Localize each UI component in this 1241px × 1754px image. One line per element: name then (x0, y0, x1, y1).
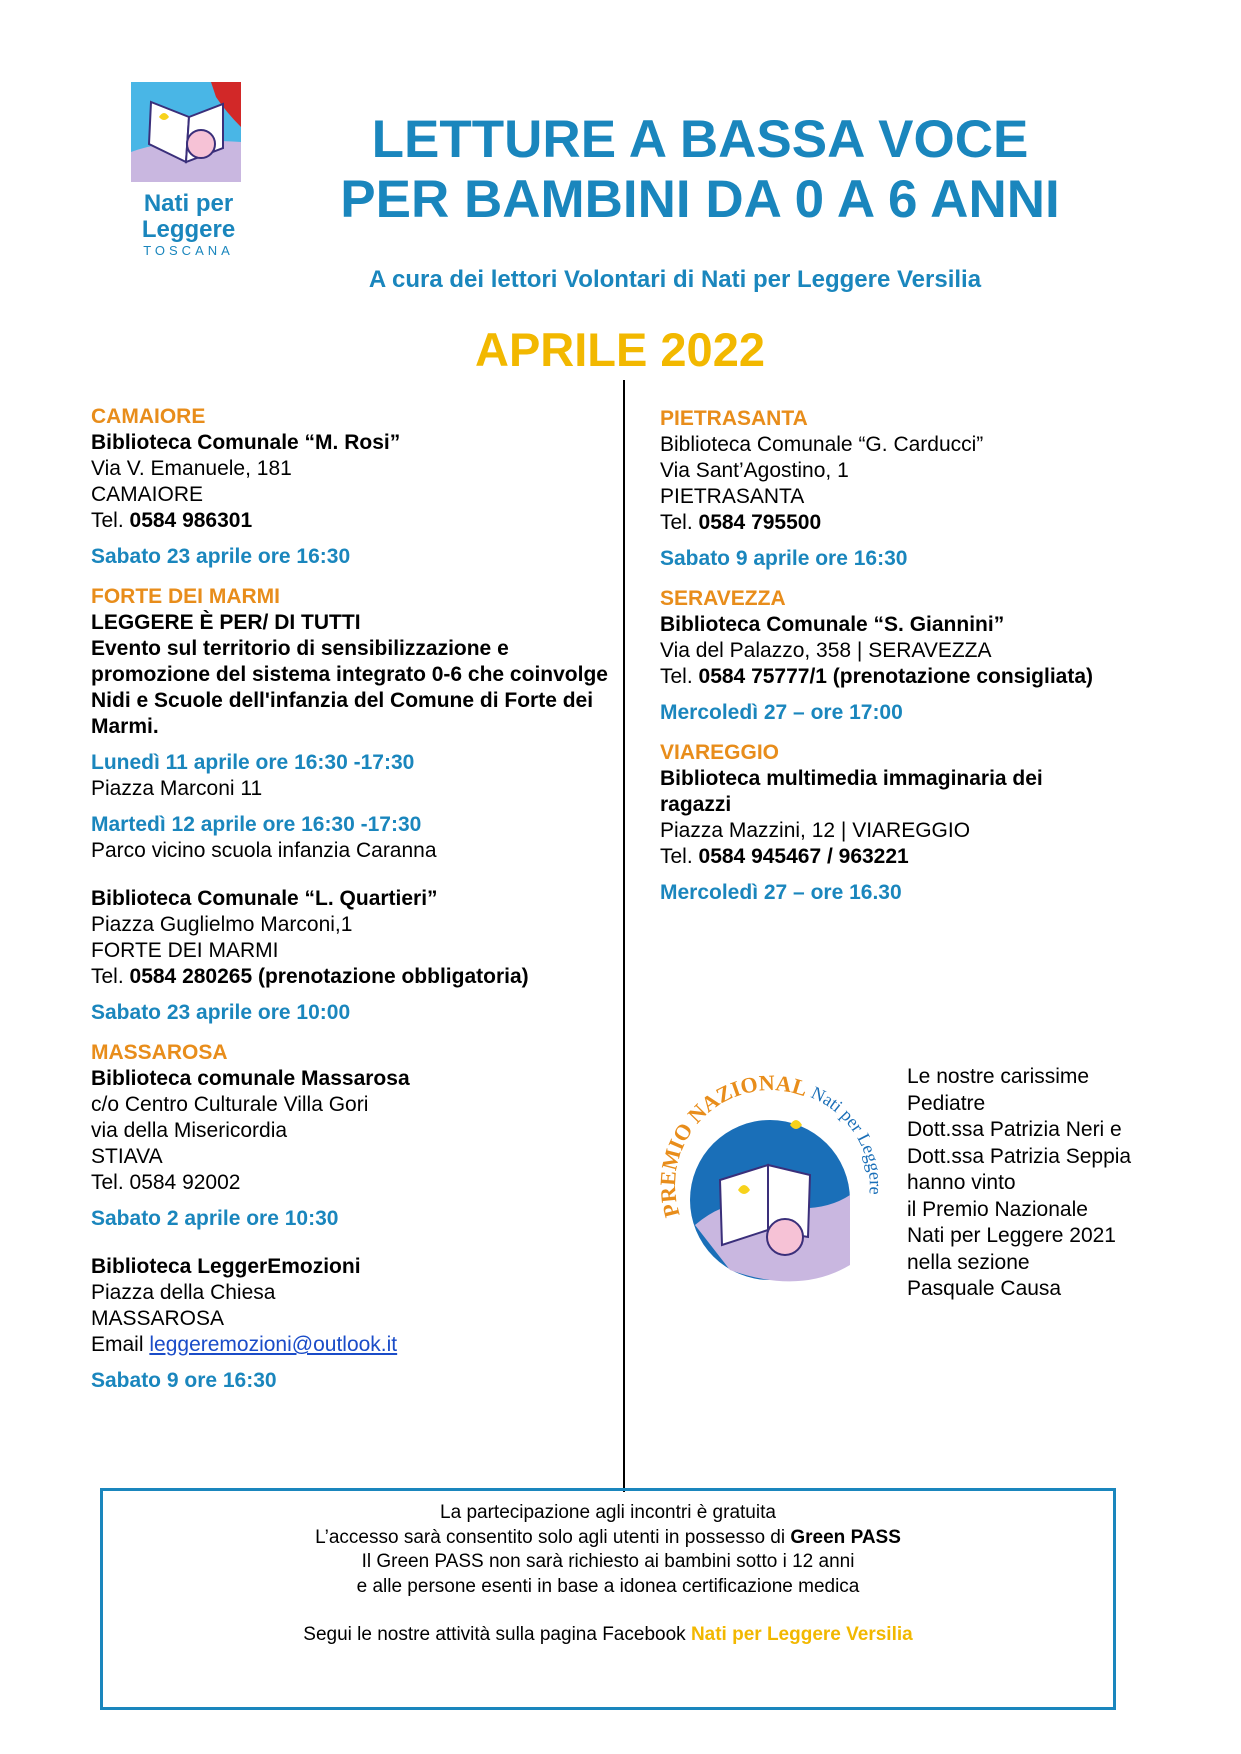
library-address: Piazza Mazzini, 12 | VIAREGGIO (660, 819, 971, 842)
library-name: Biblioteca Comunale “M. Rosi” (91, 431, 401, 454)
event-title: LEGGERE È PER/ DI TUTTI (91, 611, 361, 634)
left-column (91, 404, 611, 1408)
event-date: Sabato 23 aprile ore 10:00 (91, 1001, 351, 1024)
prize-line: Pasquale Causa (907, 1277, 1062, 1300)
logo-illustration-icon (131, 82, 246, 182)
page-subtitle: A cura dei lettori Volontari di Nati per Leggere Versilia (368, 266, 982, 293)
library-phone: Tel. 0584 795500 (660, 511, 822, 534)
prize-line: nella sezione (907, 1250, 1030, 1274)
section-heading-seravezza: SERAVEZZA (660, 587, 786, 610)
library-name: Biblioteca LeggerEmozioni (91, 1255, 361, 1278)
library-address: Via del Palazzo, 358 | SERAVEZZA (660, 639, 992, 662)
event-description: Evento sul territorio di sensibilizzazione e promozione del sistema integrato 0-6 che coinvolge Nidi e Scuole dell'infanzia del Comune di Forte dei Marmi. (91, 637, 608, 738)
badge-title: PREMIO NAZIONAL (654, 1070, 811, 1221)
event-date: Sabato 23 aprile ore 16:30 (91, 545, 351, 568)
section-heading-camaiore: CAMAIORE (91, 405, 206, 428)
library-city: MASSAROSA (91, 1307, 225, 1330)
title-line-1: LETTURE A BASSA VOCE (371, 110, 1029, 169)
section-heading-forte-dei-marmi: FORTE DEI MARMI (91, 585, 280, 608)
library-email: Email leggeremozioni@outlook.it (91, 1333, 398, 1356)
award-badge-icon (650, 1065, 890, 1290)
nati-per-leggere-logo (131, 82, 246, 257)
premio-nazionale-badge (650, 1065, 890, 1290)
library-name: Biblioteca Comunale “S. Giannini” (660, 613, 1005, 636)
library-phone: Tel. 0584 280265 (prenotazione obbligatoria) (91, 965, 529, 988)
library-name: Biblioteca comunale Massarosa (91, 1067, 410, 1090)
library-address: Via Sant’Agostino, 1 (660, 459, 849, 482)
event-date: Mercoledì 27 – ore 17:00 (660, 701, 903, 724)
library-phone: Tel. 0584 945467 / 963221 (660, 845, 909, 868)
event-place: Parco vicino scuola infanzia Caranna (91, 839, 437, 862)
event-date: Mercoledì 27 – ore 16.30 (660, 881, 902, 904)
library-city: PIETRASANTA (660, 485, 805, 508)
library-phone: Tel. 0584 986301 (91, 509, 253, 532)
footer-line: Segui le nostre attività sulla pagina Facebook Nati per Leggere Versilia (303, 1624, 913, 1645)
right-column (660, 406, 1160, 920)
library-name: Biblioteca multimedia immaginaria dei ragazzi (660, 767, 1043, 816)
library-city: CAMAIORE (91, 483, 204, 506)
facebook-page-name: Nati per Leggere Versilia (690, 1624, 913, 1645)
library-address-line: via della Misericordia (91, 1119, 288, 1142)
library-city: STIAVA (91, 1145, 163, 1168)
library-address: Piazza Guglielmo Marconi,1 (91, 913, 353, 936)
library-name: Biblioteca Comunale “L. Quartieri” (91, 887, 438, 910)
prize-announcement (907, 1064, 1167, 1303)
logo-text-line2: Leggere (141, 216, 236, 243)
footer-line: L’accesso sarà consentito solo agli utenti in possesso di Green PASS (315, 1526, 901, 1548)
email-link[interactable]: leggeremozioni@outlook.it (149, 1333, 398, 1356)
section-heading-viareggio: VIAREGGIO (660, 741, 780, 764)
event-date: Sabato 9 aprile ore 16:30 (660, 547, 908, 570)
event-date: Martedì 12 aprile ore 16:30 -17:30 (91, 813, 422, 836)
column-divider (623, 380, 625, 1492)
footer-line: Il Green PASS non sarà richiesto ai bambini sotto i 12 anni (361, 1551, 855, 1572)
logo-text-line3: TOSCANA (143, 243, 234, 258)
event-place: Piazza Marconi 11 (91, 777, 263, 800)
month-heading: APRILE 2022 (475, 323, 765, 376)
section-heading-pietrasanta: PIETRASANTA (660, 407, 808, 430)
footer-line: e alle persone esenti in base a idonea certificazione medica (356, 1575, 860, 1597)
section-heading-massarosa: MASSAROSA (91, 1041, 228, 1064)
logo-text-line1: Nati per (143, 190, 234, 217)
prize-line: il Premio Nazionale (907, 1197, 1088, 1221)
library-phone: Tel. 0584 75777/1 (prenotazione consigliata) (660, 665, 1094, 688)
event-date: Sabato 9 ore 16:30 (91, 1369, 277, 1392)
library-address: Via V. Emanuele, 181 (91, 457, 292, 480)
prize-line: hanno vinto (907, 1171, 1016, 1194)
prize-line: Nati per Leggere 2021 (907, 1224, 1116, 1247)
library-name: Biblioteca Comunale “G. Carducci” (660, 433, 984, 456)
title-line-2: PER BAMBINI DA 0 A 6 ANNI (340, 170, 1060, 229)
prize-line: Pediatre (907, 1091, 986, 1115)
prize-line: Dott.ssa Patrizia Neri e (907, 1118, 1122, 1141)
prize-line: Dott.ssa Patrizia Seppia (907, 1144, 1132, 1168)
library-city: FORTE DEI MARMI (91, 939, 279, 962)
library-address-line: c/o Centro Culturale Villa Gori (91, 1093, 369, 1116)
info-footer-box (100, 1488, 1116, 1710)
footer-line: La partecipazione agli incontri è gratuita (440, 1502, 776, 1523)
library-address: Piazza della Chiesa (91, 1281, 276, 1304)
badge-subtitle: Nati per Leggere (808, 1082, 886, 1196)
page-title (300, 110, 1100, 230)
prize-line: Le nostre carissime (907, 1065, 1090, 1088)
event-date: Lunedì 11 aprile ore 16:30 -17:30 (91, 751, 415, 774)
event-date: Sabato 2 aprile ore 10:30 (91, 1207, 339, 1230)
library-phone: Tel. 0584 92002 (91, 1171, 241, 1194)
